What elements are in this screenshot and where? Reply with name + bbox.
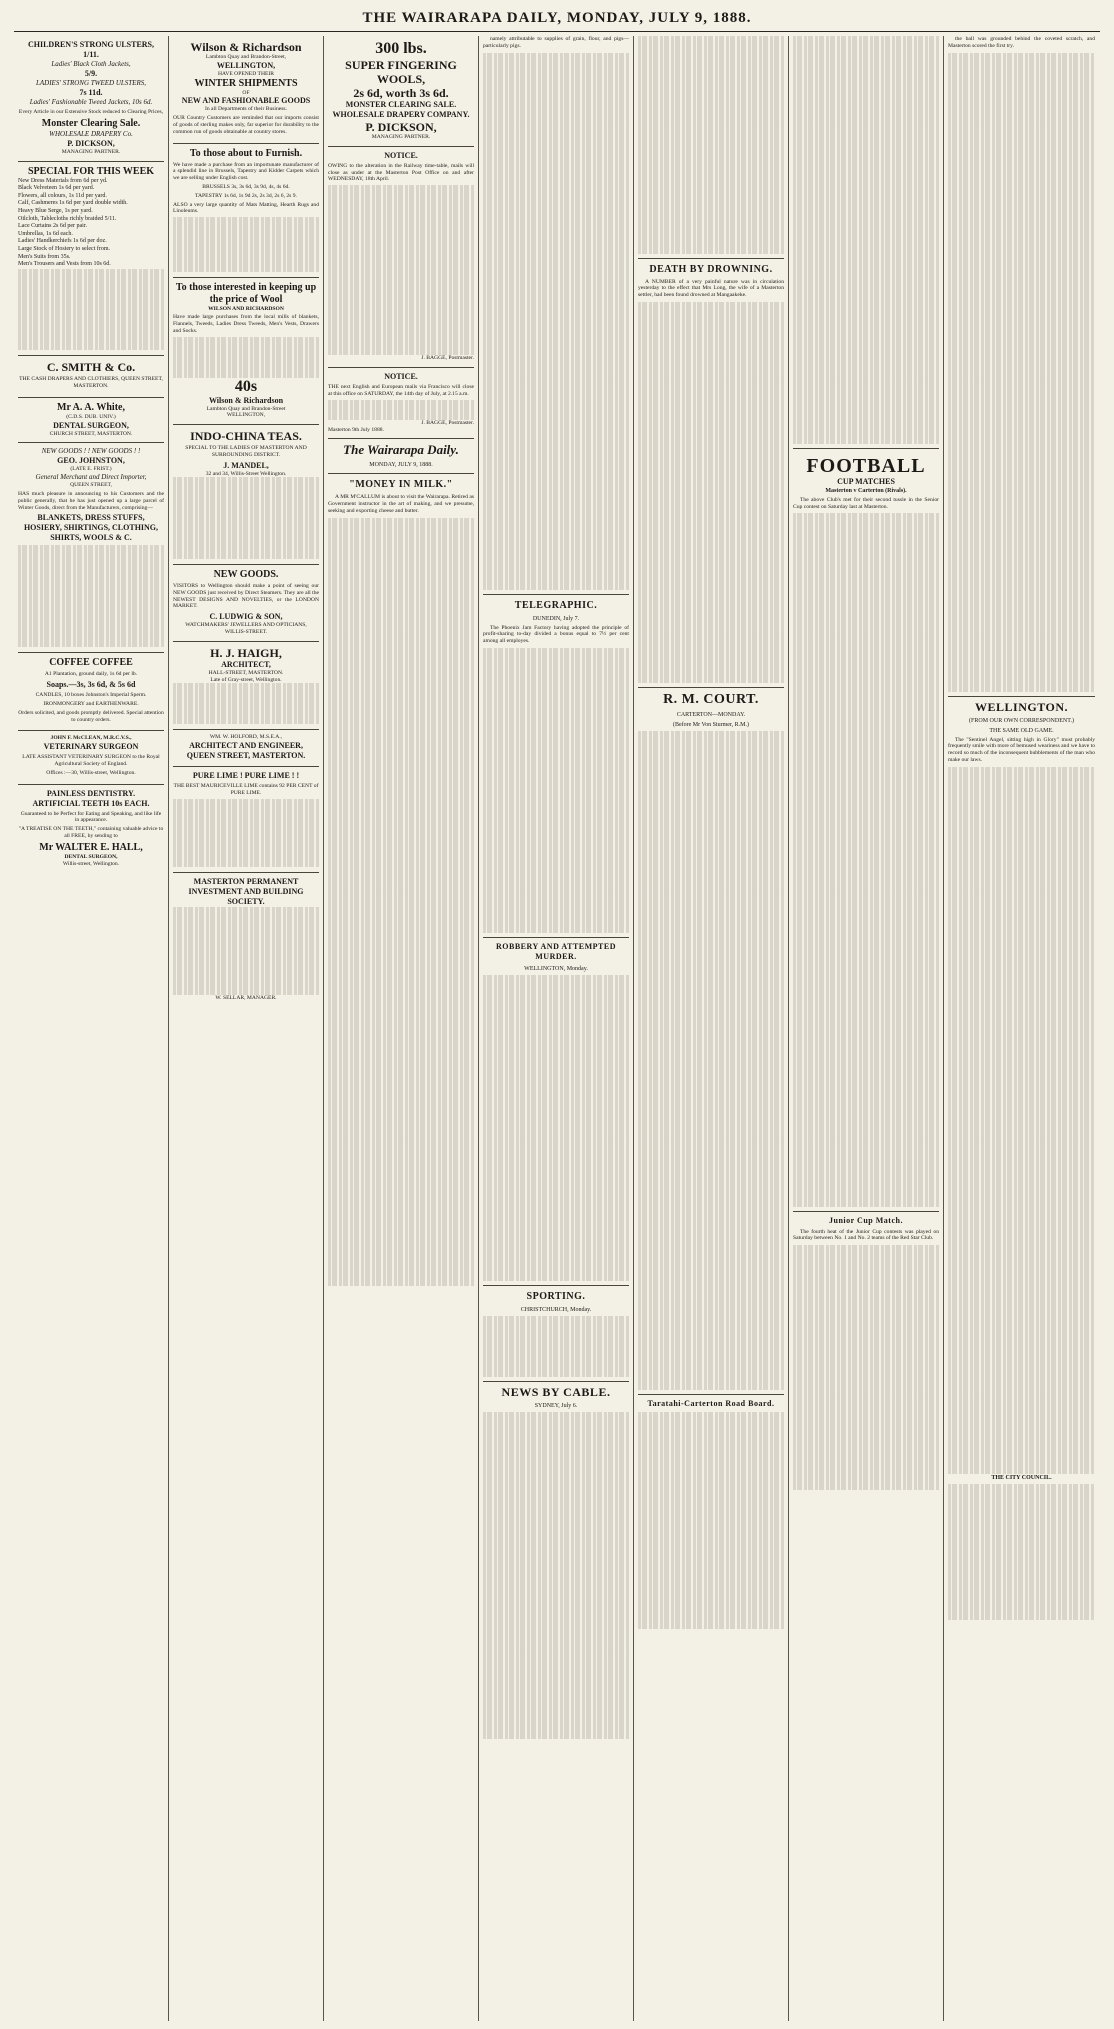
editorial-body bbox=[328, 494, 474, 1285]
divider bbox=[638, 687, 784, 688]
ad-johnston bbox=[18, 443, 164, 653]
ad-smith-name: C. SMITH & Co. bbox=[46, 360, 136, 375]
ad-wools-manager: MANAGING PARTNER. bbox=[371, 134, 431, 140]
ad-wilson-city: WELLINGTON, bbox=[216, 60, 276, 70]
ad-vet bbox=[18, 731, 164, 784]
small-print bbox=[173, 337, 319, 378]
column-5 bbox=[634, 36, 789, 2021]
ad-wool bbox=[173, 278, 319, 426]
ad-wilson-depts: In all Departments of their Business. bbox=[204, 106, 288, 113]
ad-wool-body: Have made large purchases from the local mills of blankets, Flannels, Tweeds, Ladies Dress Tweeds, Men's Vests, Drawers and Socks. bbox=[173, 314, 319, 334]
ad-wools bbox=[328, 36, 474, 147]
news-continued bbox=[483, 36, 629, 590]
column-4 bbox=[479, 36, 634, 2021]
notice-railway bbox=[328, 147, 474, 368]
notice-mails-head: NOTICE. bbox=[384, 371, 418, 381]
small-print bbox=[948, 53, 1095, 692]
ad-wools-price: 300 lbs. bbox=[375, 40, 427, 57]
news-continued-5 bbox=[638, 36, 784, 254]
ad-vet-addr: Offices :—30, Willis-street, Wellington. bbox=[46, 769, 136, 776]
drowning-paragraph: A NUMBER of a very painful nature was in circulation yesterday to the effect that Mrs Long, the wife of a Masterton settler, had been found drowned at Mangaakeke. bbox=[638, 278, 784, 299]
telegraphic-body bbox=[483, 625, 629, 934]
cable-dateline: SYDNEY, July 6. bbox=[534, 1403, 578, 1410]
ad-special bbox=[18, 162, 164, 357]
notice-railway-head: NOTICE. bbox=[384, 150, 418, 160]
ad-ulsters-p1: 5/9. bbox=[84, 69, 98, 78]
court-head: R. M. COURT. bbox=[663, 691, 759, 707]
ad-ulsters-head: CHILDREN'S STRONG ULSTERS, bbox=[27, 40, 155, 49]
ad-johnston-addr: QUEEN STREET, bbox=[70, 482, 112, 489]
drowning-body bbox=[638, 279, 784, 683]
ad-building-manager: W. SELLAR, MANAGER. bbox=[215, 994, 277, 1001]
ad-dentistry-head: PAINLESS DENTISTRY. bbox=[46, 788, 136, 798]
news-continued-7 bbox=[948, 36, 1095, 692]
ad-holford-role: ARCHITECT AND ENGINEER, bbox=[189, 741, 303, 750]
small-print bbox=[793, 513, 939, 1206]
ad-special-line: Black Velveteen 1s 6d per yard. bbox=[18, 185, 95, 192]
ad-holford bbox=[173, 730, 319, 767]
small-print bbox=[328, 400, 474, 420]
ad-ulsters-body: Every Article in our Extensive Stock reduced to Clearing Prices, bbox=[18, 109, 164, 115]
divider bbox=[483, 937, 629, 938]
divider bbox=[483, 1381, 629, 1382]
small-print bbox=[328, 185, 474, 355]
ad-wools-name: P. DICKSON, bbox=[365, 120, 437, 134]
ad-wools-firm: WHOLESALE DRAPERY COMPANY. bbox=[332, 110, 470, 119]
ad-special-line: Large Stock of Hosiery to select from. bbox=[18, 245, 111, 252]
ad-wools-prices: 2s 6d, worth 3s 6d. bbox=[353, 86, 449, 100]
small-print bbox=[328, 518, 474, 1286]
small-print bbox=[173, 799, 319, 867]
ad-ulsters-manager: MANAGING PARTNER. bbox=[61, 148, 121, 155]
small-print bbox=[793, 1245, 939, 1490]
small-print bbox=[948, 767, 1095, 1474]
ad-furnish-head: To those about to Furnish. bbox=[189, 147, 303, 159]
ad-vet-body: LATE ASSISTANT VETERINARY SURGEON to the Royal Agricultural Society of England. bbox=[22, 754, 160, 767]
telegraphic-head: TELEGRAPHIC. bbox=[514, 599, 598, 611]
ad-ulsters bbox=[18, 36, 164, 162]
ad-johnston-role: General Merchant and Direct Importer, bbox=[35, 473, 147, 482]
court-body bbox=[638, 731, 784, 1390]
ad-special-line: Umbrellas, 1s 6d each. bbox=[18, 230, 73, 237]
divider bbox=[638, 258, 784, 259]
ad-tea-head: INDO-CHINA TEAS. bbox=[190, 429, 302, 444]
small-print bbox=[173, 217, 319, 271]
ad-wilson bbox=[173, 36, 319, 144]
ad-special-line: Flowers, all colours, 1s 11d per yard. bbox=[18, 192, 107, 199]
sporting-dateline: CHRISTCHURCH, Monday. bbox=[520, 1307, 592, 1314]
ad-furnish-brussels: BRUSSELS 3s, 3s 6d, 3s 9d, 4s, 4s 6d. bbox=[202, 183, 290, 190]
ad-haigh-name: H. J. HAIGH, bbox=[210, 645, 282, 660]
ad-lime-head: PURE LIME ! PURE LIME ! ! bbox=[192, 771, 300, 780]
ad-dentistry-treatise: "A TREATISE ON THE TEETH," containing valuable advice to all FREE, by sending to bbox=[18, 826, 164, 839]
small-print bbox=[483, 975, 629, 1281]
robbery-head: ROBBERY AND ATTEMPTED MURDER. bbox=[495, 942, 616, 962]
cable-head: NEWS BY CABLE. bbox=[501, 1385, 611, 1400]
ad-tea-name: J. MANDEL, bbox=[223, 460, 269, 470]
telegraphic-dateline: DUNEDIN, July 7. bbox=[532, 615, 580, 622]
ad-special-line: New Dress Materials from 6d per yd. bbox=[18, 177, 108, 184]
ad-haigh-role: ARCHITECT, bbox=[221, 659, 271, 669]
city-body bbox=[948, 1484, 1095, 1620]
junior-head: Junior Cup Match. bbox=[829, 1215, 903, 1225]
telegraphic-paragraph: The Phoenix Jam Factory having adopted the principle of profit-sharing to-day divided a bonus equal to 7½ per cent among all employes. bbox=[483, 624, 629, 645]
ad-newgoods-role: WATCHMAKERS' JEWELLERS AND OPTICIANS, bbox=[185, 622, 307, 629]
wellington-paragraph: The "Sentinel Angel, sitting high in Glory" must probably frequently smile with more of bemused weariness and we have to record so much of the inconsequent bubblements of the man who make our laws. bbox=[948, 736, 1095, 763]
ad-wool-city: WELLINGTON, bbox=[226, 412, 266, 419]
ad-dentistry bbox=[18, 785, 164, 873]
ad-furnish-also: ALSO a very large quantity of Mats Matting, Hearth Rugs and Linoleums. bbox=[173, 201, 319, 215]
sporting-body bbox=[483, 1316, 629, 1377]
ad-newgoods-firm: C. LUDWIG & SON, bbox=[209, 612, 283, 622]
ad-dentistry-body: Guaranteed to be Perfect for Eating and Speaking, and like life in appearance. bbox=[20, 810, 162, 824]
ad-lime-body: THE BEST MAURICEVILLE LIME contains 92 PER CENT of PURE LIME. bbox=[173, 783, 319, 796]
ad-holford-name: WM. W. HOLFORD, M.S.E.A., bbox=[209, 734, 283, 741]
notice-mails-date: Masterton 9th July 1888. bbox=[328, 426, 384, 433]
ad-johnston-head: NEW GOODS ! ! NEW GOODS ! ! bbox=[41, 447, 141, 456]
ad-newgoods-body: VISITORS to Wellington should make a point of seeing our NEW GOODS just received by Direct Steamers. They are all the NEWEST DESIGNS AND NOVELTIES, or the LONDON MARKET. bbox=[173, 583, 319, 610]
divider bbox=[948, 696, 1095, 697]
ad-ulsters-price: 1/11. bbox=[83, 50, 99, 59]
divider bbox=[793, 1211, 939, 1212]
ad-wilson-have: HAVE OPENED THEIR bbox=[217, 70, 275, 77]
ad-building bbox=[173, 873, 319, 1007]
board-body bbox=[638, 1412, 784, 1630]
small-print bbox=[173, 683, 319, 724]
ad-dentistry-role: DENTAL SURGEON, bbox=[64, 853, 118, 860]
small-print bbox=[173, 477, 319, 559]
ad-special-line: Lace Curtains 2s 6d per pair. bbox=[18, 223, 87, 230]
ad-furnish-tapestry: TAPESTRY 1s 6d, 1s 9d 2s, 2s 3d, 2s 6, 2s 9. bbox=[195, 192, 297, 199]
ad-wool-price: 40s bbox=[234, 377, 258, 395]
small-print bbox=[483, 53, 629, 590]
ad-newgoods bbox=[173, 565, 319, 642]
ad-johnston-name: GEO. JOHNSTON, bbox=[57, 456, 125, 466]
wellington-body bbox=[948, 737, 1095, 1474]
ad-ulsters-sale: Monster Clearing Sale. bbox=[41, 117, 141, 129]
small-print bbox=[638, 1412, 784, 1630]
ad-vet-role: VETERINARY SURGEON bbox=[43, 742, 139, 752]
ad-wilson-name: Wilson & Richardson bbox=[190, 40, 302, 54]
small-print bbox=[18, 545, 164, 647]
ad-white-name: Mr A. A. White, bbox=[57, 401, 125, 413]
ad-white-role: DENTAL SURGEON, bbox=[53, 420, 129, 430]
divider bbox=[328, 473, 474, 474]
ad-white bbox=[18, 398, 164, 444]
small-print bbox=[173, 907, 319, 995]
football-sub: CUP MATCHES bbox=[837, 476, 895, 486]
masthead-title: THE WAIRARAPA DAILY, MONDAY, JULY 9, 1888. bbox=[362, 10, 752, 26]
ad-wools-head: SUPER FINGERING WOOLS, bbox=[345, 58, 457, 86]
ad-ulsters-p2: 7s 11d. bbox=[79, 88, 103, 97]
ad-ulsters-l3: Ladies' Fashionable Tweed Jackets, 10s 6d. bbox=[29, 98, 153, 106]
junior-paragraph: The fourth heat of the Junior Cup contests was played on Saturday between No. 1 and No. 2 teams of the Red Star Club. bbox=[793, 1228, 939, 1242]
ad-special-line: Calf, Cashmeres 1s 6d per yard double width. bbox=[18, 200, 128, 207]
ad-newgoods-head: NEW GOODS. bbox=[213, 569, 279, 581]
ad-ulsters-l1: Ladies' Black Cloth Jackets, bbox=[51, 60, 131, 68]
ad-special-line: Heavy Blue Serge, 1s per yard. bbox=[18, 207, 93, 214]
ad-haigh-late: Late of Gray-street, Wellington. bbox=[210, 676, 282, 683]
ad-wool-head: To those interested in keeping up the price of Wool bbox=[175, 281, 317, 305]
ad-dentistry-name: Mr WALTER E. HALL, bbox=[39, 841, 143, 853]
small-print bbox=[483, 1412, 629, 1738]
wellington-date: THE SAME OLD GAME. bbox=[989, 727, 1054, 734]
court-sub: CARTERTON—MONDAY. bbox=[676, 711, 746, 718]
ad-dentistry-addr: Willis-street, Wellington. bbox=[62, 860, 120, 867]
ad-white-quals: (C.D.S. DUB. UNIV.) bbox=[66, 413, 116, 420]
robbery-body bbox=[483, 975, 629, 1281]
divider bbox=[483, 1285, 629, 1286]
ad-haigh-addr: HALL-STREET, MASTERTON. bbox=[208, 669, 284, 676]
drowning-head: DEATH BY DROWNING. bbox=[649, 263, 773, 275]
ad-special-line: Oilcloth, Tablecloths richly braided 5/11. bbox=[18, 215, 117, 222]
divider bbox=[638, 1394, 784, 1395]
column-6 bbox=[789, 36, 944, 2021]
ad-coffee-candles: CANDLES, 10 boxes Johnston's Imperial Sperm. bbox=[35, 692, 147, 699]
ad-vet-name: JOHN F. McCLEAN, M.R.C.V.S., bbox=[50, 735, 132, 742]
divider bbox=[793, 448, 939, 449]
sporting-head: SPORTING. bbox=[526, 1291, 586, 1303]
robbery-dateline: WELLINGTON, Monday. bbox=[524, 966, 588, 973]
ad-special-line: Ladies' Handkerchiefs 1s 6d per doz. bbox=[18, 238, 107, 245]
ad-ulsters-l2: LADIES' STRONG TWEED ULSTERS, bbox=[35, 79, 146, 87]
ad-wool-addr: Lambton Quay and Brandon-Street bbox=[206, 405, 286, 412]
small-print bbox=[638, 302, 784, 683]
small-print bbox=[793, 36, 939, 444]
ad-tea bbox=[173, 425, 319, 565]
ad-furnish bbox=[173, 144, 319, 278]
divider bbox=[483, 594, 629, 595]
ad-johnston-list: BLANKETS, DRESS STUFFS, HOSIERY, SHIRTINGS, CLOTHING, SHIRTS, WOOLS & C. bbox=[23, 513, 159, 543]
news-paragraph: namely attributable to supplies of grain, flour, and pigs—particularly pigs. bbox=[483, 36, 629, 49]
ad-holford-addr: QUEEN STREET, MASTERTON. bbox=[186, 751, 306, 760]
ad-special-line: Men's Trousers and Vests from 10s 6d. bbox=[18, 261, 111, 268]
wellington-sub: (FROM OUR OWN CORRESPONDENT.) bbox=[969, 717, 1074, 724]
ad-coffee-head: COFFEE COFFEE bbox=[49, 657, 133, 669]
ad-coffee bbox=[18, 653, 164, 731]
paper-name: The Wairarapa Daily. bbox=[343, 442, 459, 458]
wellington-head: WELLINGTON. bbox=[975, 699, 1068, 714]
ad-wools-sale: MONSTER CLEARING SALE. bbox=[345, 100, 457, 109]
ad-dentistry-teeth: ARTIFICIAL TEETH 10s EACH. bbox=[32, 798, 150, 808]
ad-special-head: SPECIAL FOR THIS WEEK bbox=[27, 165, 155, 177]
board-head: Taratahi-Carterton Road Board. bbox=[647, 1398, 775, 1408]
ad-wilson-body: OUR Country Customers are reminded that our imports consist of goods of sterling makes only, far superior for durability to the common run of goods obtainable at country stores. bbox=[173, 115, 319, 135]
notice-railway-body: OWING to the alteration in the Railway time-table, mails will close as under at the Masterton Post Office on and after WEDNESDAY, 18th April. bbox=[328, 162, 474, 183]
ad-lime bbox=[173, 767, 319, 873]
notice-mails-sig: J. BAGGE, Postmaster. bbox=[421, 419, 474, 426]
small-print bbox=[18, 269, 164, 351]
col7-paragraph: the ball was grounded behind the coveted scratch, and Masterton scored the first try. bbox=[948, 36, 1095, 49]
ad-furnish-body: We have made a purchase from an importunate manufacturer of a splendid line in Brussels, Tapestry and Kidder Carpets which we are selling under English cost. bbox=[173, 161, 319, 182]
notice-railway-sig: J. BAGGE, Postmaster. bbox=[421, 355, 474, 362]
ad-smith-sub: THE CASH DRAPERS AND CLOTHIERS, QUEEN STREET, MASTERTON. bbox=[19, 376, 163, 390]
football-body bbox=[793, 497, 939, 1207]
notice-mails bbox=[328, 368, 474, 440]
ad-johnston-body: HAS much pleasure in announcing to his Customers and the public generally, that he has just opened up a large parcel of Winter Goods, direct from the Manufacturers, comprising— bbox=[18, 491, 164, 511]
ad-wool-firm: WILSON AND RICHARDSON bbox=[208, 305, 284, 312]
small-print bbox=[483, 648, 629, 933]
ad-coffee-hardware: IRONMONGERY and EARTHENWARE. bbox=[43, 701, 139, 707]
football-match: Masterton v Carterton (Rivals). bbox=[825, 487, 907, 494]
football-head: FOOTBALL bbox=[806, 454, 926, 477]
city-head: THE CITY COUNCIL. bbox=[991, 1474, 1052, 1481]
ad-haigh bbox=[173, 642, 319, 730]
ad-smith bbox=[18, 356, 164, 398]
ad-ulsters-wholesale: WHOLESALE DRAPERY Co. bbox=[49, 129, 133, 138]
small-print bbox=[948, 1484, 1095, 1620]
cable-body bbox=[483, 1412, 629, 1738]
ad-newgoods-addr: WILLIS-STREET. bbox=[224, 629, 268, 636]
ad-white-addr: CHURCH STREET, MASTERTON. bbox=[49, 430, 133, 437]
column-1 bbox=[14, 36, 169, 2021]
column-3 bbox=[324, 36, 479, 2021]
column-7 bbox=[944, 36, 1099, 2021]
column-2 bbox=[169, 36, 324, 2021]
court-before: (Before Mr Von Sturmer, R.M.) bbox=[672, 721, 750, 728]
football-paragraph: The above Club's met for their second tussle in the Senior Cup contest on Saturday last at Masterton. bbox=[793, 496, 939, 510]
editorial-paragraph: A MR M'CALLUM is about to visit the Wairarapa. Retired as Government instructor in the art of making, and we presume, seeking and exporting cheese and butter. bbox=[328, 494, 474, 515]
masthead bbox=[14, 10, 1100, 32]
editorial-headline: "MONEY IN MILK." bbox=[349, 479, 453, 491]
ad-wilson-head: WINTER SHIPMENTS bbox=[194, 77, 298, 89]
ad-tea-body: SPECIAL TO THE LADIES OF MASTERTON AND SURROUNDING DISTRICT. bbox=[185, 445, 307, 458]
junior-body bbox=[793, 1229, 939, 1490]
ad-wilson-of: OF bbox=[242, 89, 250, 96]
small-print bbox=[483, 1316, 629, 1377]
ad-building-head: MASTERTON PERMANENT INVESTMENT AND BUILDING SOCIETY. bbox=[188, 876, 304, 906]
small-print bbox=[638, 36, 784, 254]
ad-johnston-late: (LATE E. FRIST.) bbox=[70, 466, 112, 473]
ad-tea-addr: 32 and 34, Willis-Street Wellington. bbox=[205, 470, 287, 477]
ad-coffee-body: A1 Plantation, ground daily, 1s 6d per lb. bbox=[44, 671, 138, 678]
news-continued-6 bbox=[793, 36, 939, 444]
paper-date: MONDAY, JULY 9, 1888. bbox=[369, 462, 433, 469]
ad-ulsters-firm: P. DICKSON, bbox=[67, 138, 115, 148]
notice-mails-body: THE next English and European mails via Francisco will close at this office on SATURDAY, the 14th day of July, at 2.15 a.m. bbox=[328, 383, 474, 397]
ad-wool-name: Wilson & Richardson bbox=[208, 395, 284, 405]
small-print bbox=[638, 731, 784, 1390]
ad-coffee-orders: Orders solicited, and goods promptly delivered. Special attention to country orders. bbox=[18, 709, 164, 723]
columns bbox=[14, 36, 1100, 2021]
ad-wilson-addr: Lambton Quay and Brandon-Street, bbox=[205, 54, 287, 60]
ad-special-line: Men's Suits from 35s. bbox=[18, 253, 71, 260]
ad-wilson-goods: NEW AND FASHIONABLE GOODS bbox=[181, 96, 311, 106]
ad-coffee-soaps: Soaps.—3s, 3s 6d, & 5s 6d bbox=[46, 680, 136, 690]
